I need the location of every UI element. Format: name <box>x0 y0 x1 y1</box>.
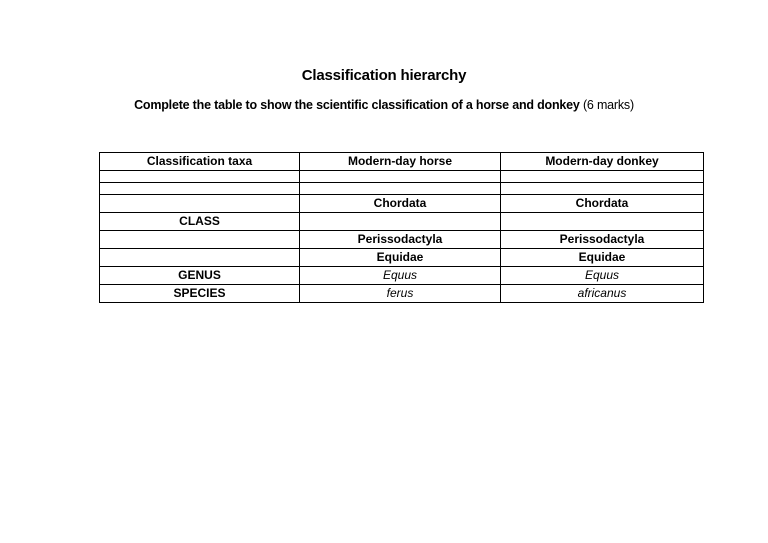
instruction-text: Complete the table to show the scientific classification of a horse and donkey <box>134 98 580 112</box>
donkey-cell: Equidae <box>501 249 704 267</box>
instructions <box>0 98 768 112</box>
table-row <box>100 171 704 183</box>
horse-cell: Equidae <box>300 249 501 267</box>
header-modern-day-donkey: Modern-day donkey <box>501 153 704 171</box>
table-row <box>100 285 704 303</box>
donkey-cell[interactable] <box>501 213 704 231</box>
taxon-cell[interactable] <box>100 183 300 195</box>
taxon-cell[interactable] <box>100 249 300 267</box>
horse-cell: Chordata <box>300 195 501 213</box>
taxon-cell: CLASS <box>100 213 300 231</box>
header-classification-taxa: Classification taxa <box>100 153 300 171</box>
table-row <box>100 183 704 195</box>
taxon-cell: SPECIES <box>100 285 300 303</box>
donkey-cell[interactable] <box>501 183 704 195</box>
horse-cell[interactable] <box>300 171 501 183</box>
horse-cell[interactable] <box>300 183 501 195</box>
horse-cell: Perissodactyla <box>300 231 501 249</box>
donkey-cell: Equus <box>501 267 704 285</box>
taxon-cell[interactable] <box>100 195 300 213</box>
classification-table <box>99 152 704 303</box>
table-row <box>100 267 704 285</box>
donkey-cell: Perissodactyla <box>501 231 704 249</box>
donkey-cell[interactable] <box>501 171 704 183</box>
taxon-cell[interactable] <box>100 171 300 183</box>
taxon-cell: GENUS <box>100 267 300 285</box>
horse-cell[interactable] <box>300 213 501 231</box>
table-row <box>100 231 704 249</box>
table-row <box>100 249 704 267</box>
header-modern-day-horse: Modern-day horse <box>300 153 501 171</box>
horse-cell: Equus <box>300 267 501 285</box>
table-row <box>100 213 704 231</box>
horse-cell: ferus <box>300 285 501 303</box>
table-row <box>100 195 704 213</box>
marks-text: (6 marks) <box>582 98 634 112</box>
table-header-row <box>100 153 704 171</box>
donkey-cell: Chordata <box>501 195 704 213</box>
donkey-cell: africanus <box>501 285 704 303</box>
page-title: Classification hierarchy <box>301 67 467 84</box>
taxon-cell[interactable] <box>100 231 300 249</box>
